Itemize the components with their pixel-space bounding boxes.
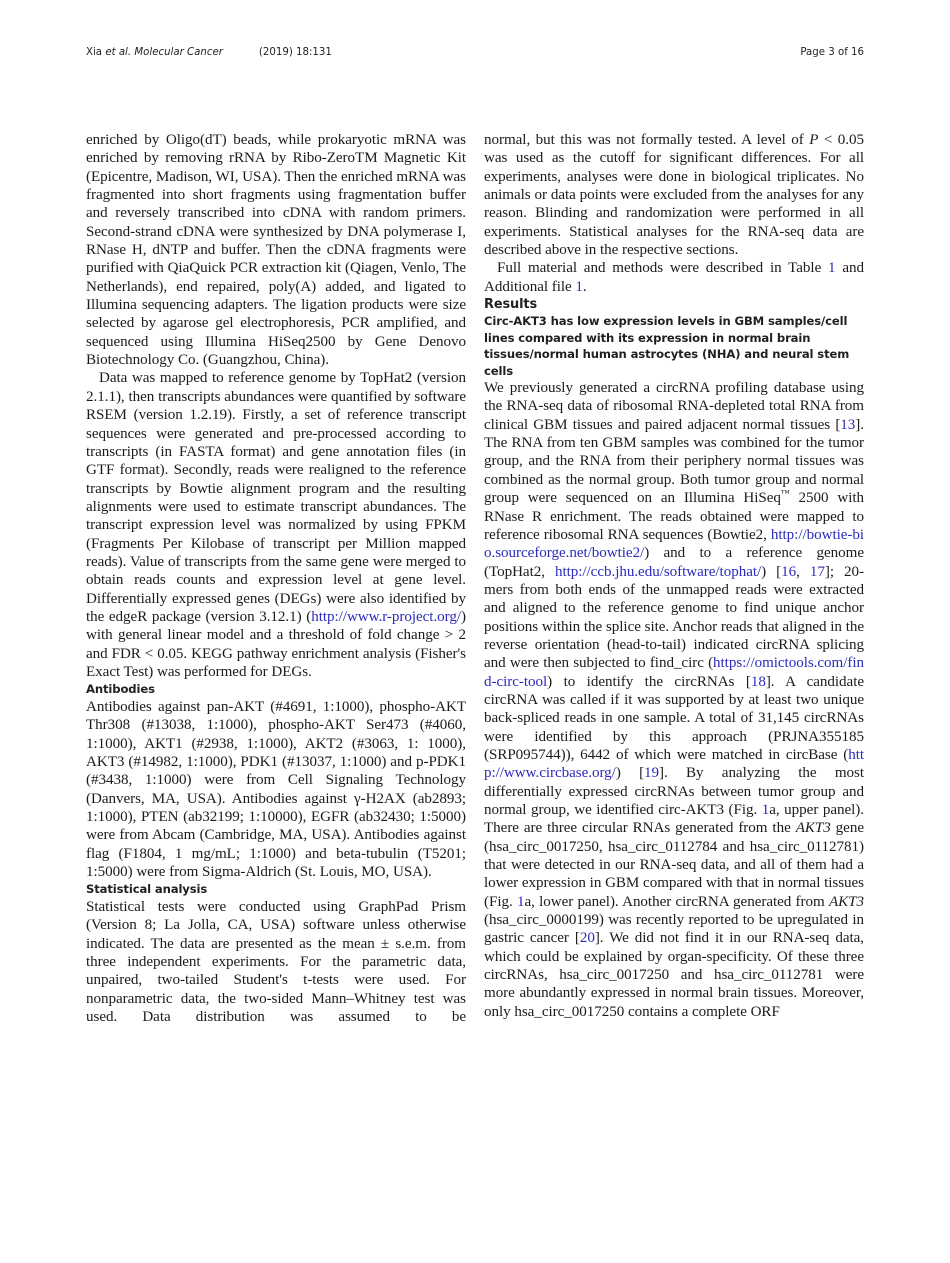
running-head-citation — [86, 47, 223, 58]
link-bowtie2[interactable]: http://bowtie-bio.sourceforge.net/bowtie2/ — [484, 526, 864, 562]
link-ref-17[interactable]: 17 — [809, 563, 825, 580]
paragraph-library-prep: enriched by Oligo(dT) beads, while prokaryotic mRNA was enriched by removing rRNA by Ribo-ZeroTM Magnetic Kit (Epicentre, Madison, WI, USA). Then the enriched mRNA was fragmented into short fragments using fragmentation buffer and reversely transcribed into cDNA with random primers. Second-strand cDNA were synthesized by DNA polymerase I, RNase H, dNTP and buffer. Then the cDNA fragments were purified with QiaQuick PCR extraction kit (Qiagen, Venlo, The Netherlands), end repaired, poly(A) added, and ligated to Illumina sequencing adapters. The ligation products were size selected by agarose gel electrophoresis, PCR amplified, and sequenced using Illumina HiSeq2500 by Gene Denovo Biotechnology Co. (Guangzhou, China). — [86, 132, 466, 369]
paragraph-statistical-analysis: Statistical tests were conducted using GraphPad Prism (Version 8; La Jolla, CA, USA) software unless otherwise indicated. The data are presented as the mean ± s.e.m. from three independent experiments. For the parametric data, unpaired, two-tailed Student's t-tests were used. For nonparametric data, the two-sided Mann–Whitney test was used. Data distribution was assumed to be — [86, 898, 466, 1025]
subheading-circ-akt3: Circ-AKT3 has low expression levels in GBM samples/cell lines compared with its expression in normal brain tissues/normal human astrocytes (NHA) and neural stem cells — [484, 314, 850, 378]
link-ref-19[interactable]: 19 — [644, 765, 660, 782]
link-tophat[interactable]: http://ccb.jhu.edu/software/tophat/ — [554, 563, 762, 580]
link-ref-16[interactable]: 16 — [781, 563, 797, 580]
link-figure-1a-upper[interactable]: 1 — [761, 802, 770, 818]
page-number: Page 3 of 16 — [800, 47, 864, 58]
paragraph-circrna-profiling: We previously generated a circRNA profiling database using the RNA-seq data of ribosomal RNA-depleted total RNA from clinical GBM tissues and paired adjacent normal tissues [13]. The RNA from ten GBM samples was combined for the tumor group, and the RNA from their periphery normal tissues was combined as the normal group. Both tumor group and normal group were sequenced on an Illumina HiSeq™ 2500 with RNase R enrichment. The reads obtained were mapped to reference ribosomal RNA sequences (Bowtie2, http://bowtie-bio.sourceforge.net/bowtie2/) and to a reference genome (TopHat2, http://ccb.jhu.edu/software/tophat/) [16, 17]; 20-mers from both ends of the unmapped reads were extracted and aligned to the reference genome to find unique anchor positions within the splice site. Anchor reads that aligned in the reverse orientation (head-to-tail) indicated circRNA splicing and were then subjected to find_circ (https://omictools.com/find-circ-tool) to identify the circRNAs [18]. A candidate circRNA was called if it was supported by at least two unique back-spliced reads in one sample. A total of 31,145 circRNAs were identified by this approach (PRJNA355185 (SRP095744)), 6442 of which were matched in circBase (http://www.circbase.org/) [19]. By analyzing the most differentially expressed circRNAs between tumor group and normal group, we identified circ-AKT3 (Fig. 1a, upper panel). There are three circular RNAs generated from the AKT3 gene (hsa_circ_0017250, hsa_circ_0112784 and hsa_circ_0112781) that were detected in our RNA-seq data, and all of them had a lower expression in GBM compared with that in normal tissues (Fig. 1a, lower panel). Another circRNA generated from AKT3 (hsa_circ_0000199) was recently reported to be upregulated in gastric cancer [20]. We did not find it in our RNA-seq data, which could be explained by organ-specificity. Of these three circRNAs, hsa_circ_0017250 and hsa_circ_0112781 were more abundantly expressed in normal brain tissues. Moreover, only hsa_circ_0017250 contains a complete ORF — [484, 380, 864, 1020]
link-additional-file-1[interactable]: 1 — [575, 278, 583, 295]
gene-name-akt3: AKT3 — [795, 820, 831, 837]
heading-antibodies: Antibodies — [86, 682, 155, 697]
paragraph-read-mapping: Data was mapped to reference genome by TopHat2 (version 2.1.1), then transcripts abundances were quantified by software RSEM (version 1.2.19). Firstly, a set of reference transcript sequences were generated and pre-processed according to transcripts (in FASTA format) and gene annotation files (in GTF format). Secondly, reads were realigned to the reference transcripts by Bowtie alignment program and the resulting alignments were used to estimate transcript abundances. The transcript expression level was normalized by using FPKM (Fragments Per Kilobase of transcript per Million mapped reads). Value of transcripts from the same gene were merged to obtain reads counts and expression level at gene level. Differentially expressed genes (DEGs) were also identified by the edgeR package (version 3.12.1) (http://www.r-project.org/) with general linear model and a threshold of fold change > 2 and FDR < 0.05. KEGG pathway enrichment analysis (Fisher's Exact Test) was performed for DEGs. — [86, 370, 466, 680]
paragraph-antibodies: Antibodies against pan-AKT (#4691, 1:1000), phospho-AKT Thr308 (#13038, 1:1000), phospho-AKT Ser473 (#4060, 1:1000), AKT1 (#2938, 1:1000), AKT2 (#3063, 1: 1000), AKT3 (#14982, 1:1000), PDK1 (#13037, 1:1000) and p-PDK1 (#3438, 1:1000) were from Cell Signaling Technology (Danvers, MA, USA). Antibodies against γ-H2AX (ab2893; 1:1000), PTEN (ab32199; 1:10000), EGFR (ab32430; 1:5000) were from Abcam (Cambridge, MA, USA). Antibodies against flag (F1804, 1 mg/mL; 1:1000) and beta-tubulin (T5201; 1:5000) were from Sigma-Aldrich (St. Louis, MO, USA). — [86, 698, 466, 880]
running-head-journal: et al. Molecular Cancer — [105, 47, 223, 58]
running-head — [86, 47, 864, 63]
gamma-symbol: γ — [354, 790, 361, 807]
paragraph-statistics-continued: normal, but this was not formally tested. A level of P < 0.05 was used as the cutoff for significant differences. For all experiments, analyses were done in biological triplicates. No animals or data points were excluded from the analyses for any reason. Blinding and randomization were performed in all experiments. Statistical analyses for the RNA-seq data are described above in the respective sections. — [484, 132, 865, 259]
link-find-circ[interactable]: https://omictools.com/find-circ-tool — [484, 655, 864, 690]
link-circbase[interactable]: http://www.circbase.org/ — [484, 746, 864, 782]
heading-statistical-analysis: Statistical analysis — [86, 882, 208, 897]
paragraph-full-material: Full material and methods were described in Table 1 and Additional file 1. — [484, 260, 864, 295]
column-right — [484, 131, 864, 1221]
link-table-1[interactable]: 1 — [828, 260, 836, 277]
column-left — [86, 131, 466, 1221]
running-head-author: Xia — [86, 47, 103, 58]
link-ref-20[interactable]: 20 — [579, 930, 595, 947]
p-value-symbol: P — [809, 132, 819, 148]
gene-name-akt3-second: AKT3 — [828, 893, 864, 910]
page-body — [86, 131, 864, 1221]
trademark-symbol: ™ — [780, 488, 790, 499]
link-figure-1a-lower[interactable]: 1 — [516, 893, 525, 910]
link-r-project[interactable]: http://www.r-project.org/ — [311, 608, 462, 625]
heading-results: Results — [484, 297, 538, 313]
link-ref-18[interactable]: 18 — [750, 673, 766, 690]
link-ref-13[interactable]: 13 — [840, 416, 856, 433]
running-head-issue: (2019) 18:131 — [258, 47, 332, 58]
